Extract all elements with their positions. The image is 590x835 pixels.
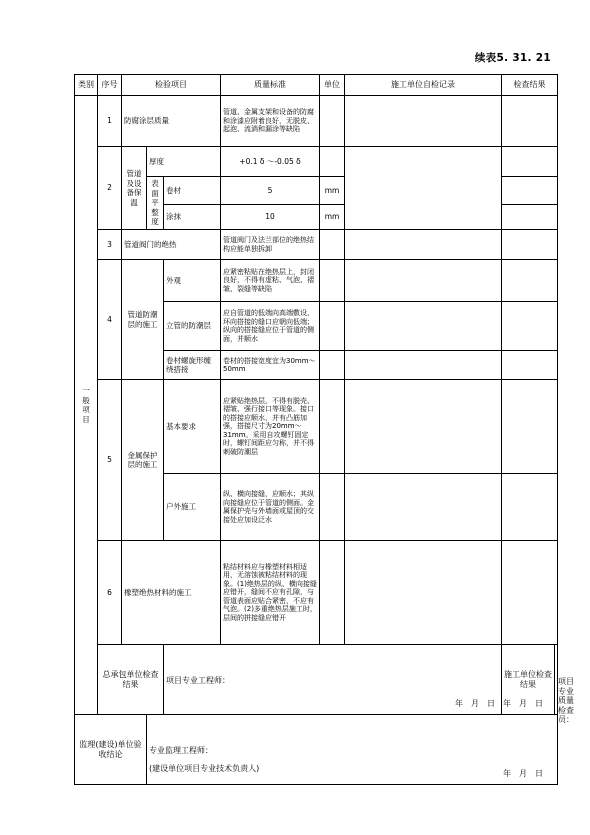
standard-cell: 应紧密粘贴在绝热层上，封闭良好，不得有虚粘、气泡、褶皱、裂缝等缺陷 <box>221 260 320 302</box>
result-cell <box>502 147 558 177</box>
group-cell: 管道及设备保温 <box>122 147 147 230</box>
table-row <box>75 541 558 645</box>
contractor-sign-cell <box>164 645 502 715</box>
item-cell: 防腐涂层质量 <box>122 96 221 147</box>
unit-cell <box>320 147 345 177</box>
standard-cell: 纵、横向接缝，应顺水；其纵向接缝应位于管道的侧面。金属保护壳与外墙面或屋顶的交接处应加设泛水 <box>221 474 320 541</box>
header-item: 检验项目 <box>122 75 221 96</box>
record-cell <box>345 541 502 645</box>
standard-cell: 管道阀门及法兰部位的绝热结构应能单独拆卸 <box>221 230 320 260</box>
header-result: 检查结果 <box>502 75 558 96</box>
signature-row-contractor <box>75 645 558 715</box>
unit-cell <box>320 230 345 260</box>
item-cell: 管道阀门的绝热 <box>122 230 221 260</box>
unit-cell <box>320 474 345 541</box>
standard-cell: 粘结材料应与橡塑材料相适用，无溶蚀被粘结材料的现象。(1)绝热层的纵、横向接缝应错开，缝间不应有孔隙，与管道表面应贴合紧密，不应有气泡。(2)多重绝热层施工时，层间的拼接缝应错开 <box>221 541 320 645</box>
header-standard: 质量标准 <box>221 75 320 96</box>
inspection-table <box>74 74 575 785</box>
unit-cell <box>320 302 345 351</box>
table-row <box>75 147 558 177</box>
subitem-cell: 卷材 <box>164 177 221 205</box>
table-caption: 续表5. 31. 21 <box>474 52 551 64</box>
unit-cell <box>320 260 345 302</box>
construction-date: 年 月 日 <box>503 698 544 708</box>
seq-cell: 1 <box>98 96 122 147</box>
subitem-cell: 卷材螺旋形缠绕搭接 <box>164 351 221 380</box>
record-cell <box>345 230 502 260</box>
supervisor-label: 监理(建设)单位验收结论 <box>75 715 147 785</box>
record-cell <box>345 380 502 474</box>
result-cell <box>502 380 558 474</box>
construction-label: 施工单位检查结果 <box>502 645 555 714</box>
result-cell <box>502 177 558 205</box>
seq-cell: 2 <box>98 147 122 230</box>
group-cell: 管道防潮层的施工 <box>122 260 164 380</box>
table-row <box>75 260 558 302</box>
item-cell: 橡塑绝热材料的施工 <box>122 541 221 645</box>
seq-cell: 5 <box>98 380 122 541</box>
record-cell <box>345 96 502 147</box>
record-grid <box>345 177 502 205</box>
result-cell <box>502 96 558 147</box>
supervisor-date: 年 月 日 <box>503 768 544 778</box>
subitem-cell: 表面平整度 <box>147 177 164 230</box>
standard-cell: 5 <box>221 177 320 205</box>
record-cell <box>345 474 502 541</box>
result-cell <box>502 351 558 380</box>
standard-cell: 管道、金属支架和设备的防腐和涂漆应附着良好，无脱皮、起泡、流淌和漏涂等缺陷 <box>221 96 320 147</box>
unit-cell <box>320 541 345 645</box>
table-row <box>75 96 558 147</box>
subitem-cell: 立管的防潮层 <box>164 302 221 351</box>
standard-cell: 10 <box>221 205 320 230</box>
unit-cell <box>320 351 345 380</box>
category-general: 一般项目 <box>75 96 98 715</box>
table-row <box>75 177 558 205</box>
unit-cell: mm <box>320 177 345 205</box>
group-cell: 金属保护层的施工 <box>122 380 164 541</box>
table-row <box>75 230 558 260</box>
header-seq: 序号 <box>98 75 122 96</box>
record-grid <box>345 147 502 177</box>
record-grid <box>345 205 502 230</box>
supervisor-sign-cell <box>147 715 558 785</box>
result-cell <box>502 541 558 645</box>
standard-cell: 卷材的搭接宽度宜为30mm～50mm <box>221 351 320 380</box>
supervisor-engineer: 专业监理工程师： <box>149 746 213 755</box>
construction-inspector: 项目专业质量检查员： <box>558 677 575 724</box>
seq-cell: 3 <box>98 230 122 260</box>
result-cell <box>502 260 558 302</box>
unit-cell: mm <box>320 205 345 230</box>
subitem-cell: 基本要求 <box>164 380 221 474</box>
subitem-cell: 外观 <box>164 260 221 302</box>
supervisor-note: (建设单位项目专业技术负责人) <box>149 763 260 773</box>
unit-cell <box>320 380 345 474</box>
record-cell <box>345 302 502 351</box>
signature-row-supervisor <box>75 715 558 785</box>
standard-cell: 应紧贴绝热层，不得有脱壳、褶皱、强行接口等现象。接口的搭接应顺水，并有凸筋加强，搭接尺寸为20mm～31mm。采用自攻螺钉固定时，螺钉间距应匀称，并不得刺破防潮层 <box>221 380 320 474</box>
header-row <box>75 75 558 96</box>
contractor-engineer: 项目专业工程师： <box>166 676 230 685</box>
result-cell <box>502 205 558 230</box>
seq-cell: 4 <box>98 260 122 380</box>
table-row <box>75 380 558 474</box>
subitem-cell: 厚度 <box>147 147 221 177</box>
header-unit: 单位 <box>320 75 345 96</box>
result-cell <box>502 474 558 541</box>
header-category: 类别 <box>75 75 98 96</box>
contractor-label: 总承包单位检查结果 <box>98 645 164 715</box>
header-record: 施工单位自检记录 <box>345 75 502 96</box>
contractor-date: 年 月 日 <box>455 698 496 708</box>
result-cell <box>502 302 558 351</box>
record-grid <box>345 351 502 380</box>
seq-cell: 6 <box>98 541 122 645</box>
record-cell <box>345 260 502 302</box>
standard-cell: 应自管道的低端向高端敷设，环向搭接的缝口应朝向低端；纵向的搭接缝应位于管道的侧面，并顺水 <box>221 302 320 351</box>
subitem-cell: 户外施工 <box>164 474 221 541</box>
subitem-cell: 涂抹 <box>164 205 221 230</box>
construction-sign-cell <box>502 645 575 724</box>
standard-cell: +0.1 δ ～-0.05 δ <box>221 147 320 177</box>
result-cell <box>502 230 558 260</box>
unit-cell <box>320 96 345 147</box>
